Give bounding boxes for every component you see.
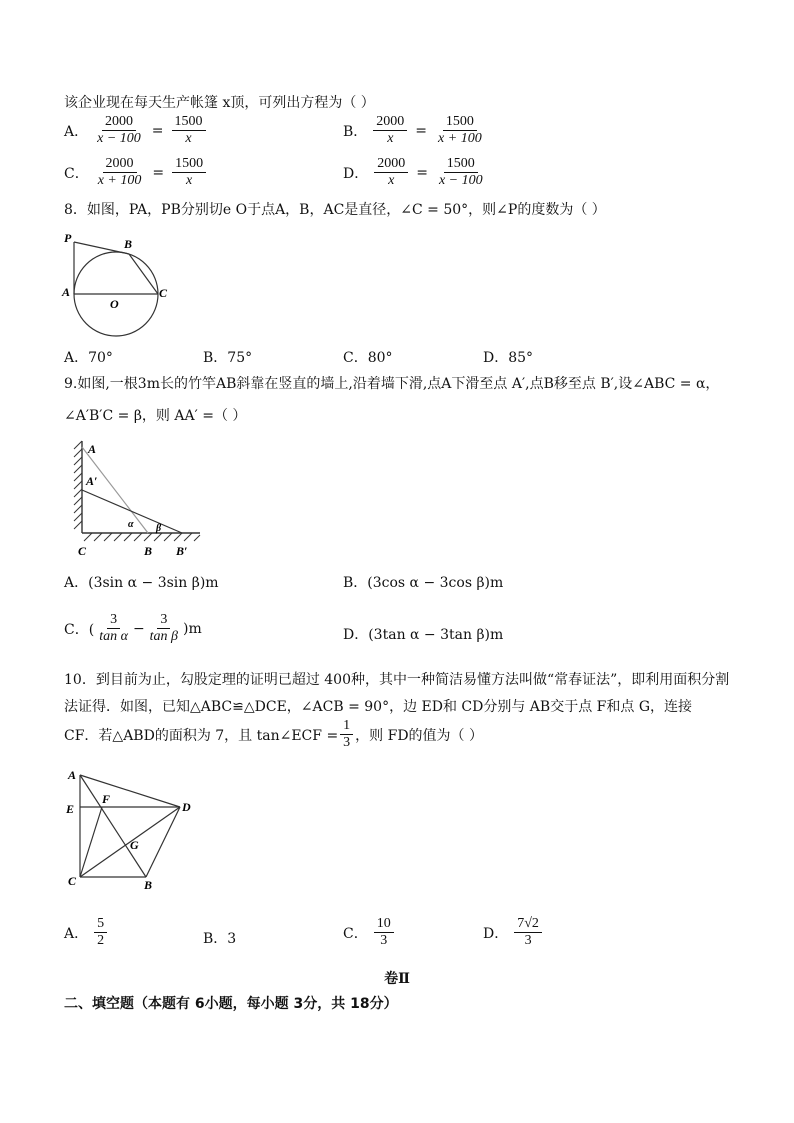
q9-option-b: B．(3cos α − 3cos β)m [343,575,504,591]
fraction: $\frac{2000}{x - 100}$ [97,114,141,147]
fraction: $\frac{1}{3}$ [340,718,353,751]
label-o: O [110,297,119,311]
q9-option-a: A．(3sin α − 3sin β)m [64,575,219,591]
fraction: $\frac{2000}{x}$ [374,156,408,189]
fraction: $\frac{1500}{x - 100}$ [438,156,483,189]
volume-title: 卷Ⅱ [384,971,410,987]
q10-line2: 法证得．如图，已知△ABC≌△DCE，∠ACB = 90°，边 ED和 CD分别与 AB交于点 F和点 G，连接 [64,699,693,715]
option-label: B． [343,123,368,140]
q9-option-d: D．(3tan α − 3tan β)m [343,627,504,643]
q8-option-d: D．85° [483,350,534,366]
q10-option-c: C． $\frac{10}{3}$ [343,916,394,949]
label-b: B [144,544,153,558]
section-heading: 二、填空题（本题有 6小题，每小题 3分，共 18分） [64,996,398,1012]
q10-option-d: D． $\frac{7√2}{3}$ [483,916,542,949]
q10-geometry-figure [60,765,200,893]
q7-option-a: A． $\frac{2000}{x - 100}$ = $\frac{1500}{x}$ [64,114,206,147]
q8-option-b: B．75° [203,350,253,366]
q7-option-b: B． $\frac{2000}{x}$ = $\frac{1500}{x + 100}$ [343,114,485,147]
label-beta: β [156,523,162,534]
label-b-prime: B′ [176,544,188,558]
q10-line3: CF．若△ABD的面积为 7，且 tan∠ECF = $\frac{1}{3}$ ，则 FD的值为（ ） [64,718,484,751]
q7-option-c: C． $\frac{2000}{x + 100}$ = $\frac{1500}{x}$ [64,156,206,189]
q8-stem: 8．如图，PA，PB分别切e O于点A，B，AC是直径，∠C = 50°，则∠P的度数为（ ） [64,202,606,218]
label-f: F [102,792,111,806]
q8-option-a: A．70° [64,350,113,366]
fraction: $\frac{7√2}{3}$ [514,916,542,949]
label-c: C [78,544,87,558]
q10-option-a: A． $\frac{5}{2}$ [64,916,107,949]
q9-stem-line1: 9.如图,一根3m长的竹竿AB斜靠在竖直的墙上,沿着墙下滑,点A下滑至点 A′,点B移至点 B′,设∠ABC = α， [64,376,720,392]
label-g: G [130,838,139,852]
option-label: A． [64,123,89,140]
q7-stem: 该企业现在每天生产帐篷 x顶，可列出方程为（ ） [64,95,375,111]
q10-line1: 10．到目前为止，勾股定理的证明已超过 400种，其中一种简洁易懂方法叫做“常春证法”，即利用面积分割 [64,672,730,688]
q9-ladder-figure [60,435,210,560]
label-a: A [62,285,71,299]
fraction: $\frac{1500}{x + 100}$ [438,114,482,147]
fraction: $\frac{1500}{x}$ [172,156,206,189]
fraction: $\frac{3}{\text{tan β}}$ [149,612,179,645]
fraction: $\frac{2000}{x + 100}$ [97,156,142,189]
label-a-prime: A′ [86,474,98,488]
label-d: D [182,800,191,814]
label-e: E [66,802,75,816]
label-c: C [159,286,168,300]
q10-option-b: B．3 [203,931,237,947]
label-b: B [124,237,133,251]
q9-option-c: C．( $\frac{3}{\text{tan α}}$ − $\frac{3}{\text{tan β}}$ )m [64,612,202,645]
option-label: C． [64,165,89,182]
q9-stem-line2: ∠A′B′C = β，则 AA′ =（ ） [64,408,247,424]
label-b: B [144,878,153,892]
fraction: $\frac{1500}{x}$ [172,114,206,147]
fraction: $\frac{3}{\text{tan α}}$ [99,612,128,645]
q7-option-d: D． $\frac{2000}{x}$ = $\frac{1500}{x - 100}$ [343,156,486,189]
fraction: $\frac{5}{2}$ [94,916,107,949]
q8-option-c: C．80° [343,350,393,366]
fraction: $\frac{2000}{x}$ [373,114,407,147]
label-p: P [64,231,72,245]
q8-circle-tangent-figure [60,228,170,343]
label-a: A [88,442,97,456]
option-label: D． [343,165,369,182]
label-c: C [68,874,77,888]
label-a: A [68,768,77,782]
fraction: $\frac{10}{3}$ [374,916,394,949]
label-alpha: α [128,519,134,530]
